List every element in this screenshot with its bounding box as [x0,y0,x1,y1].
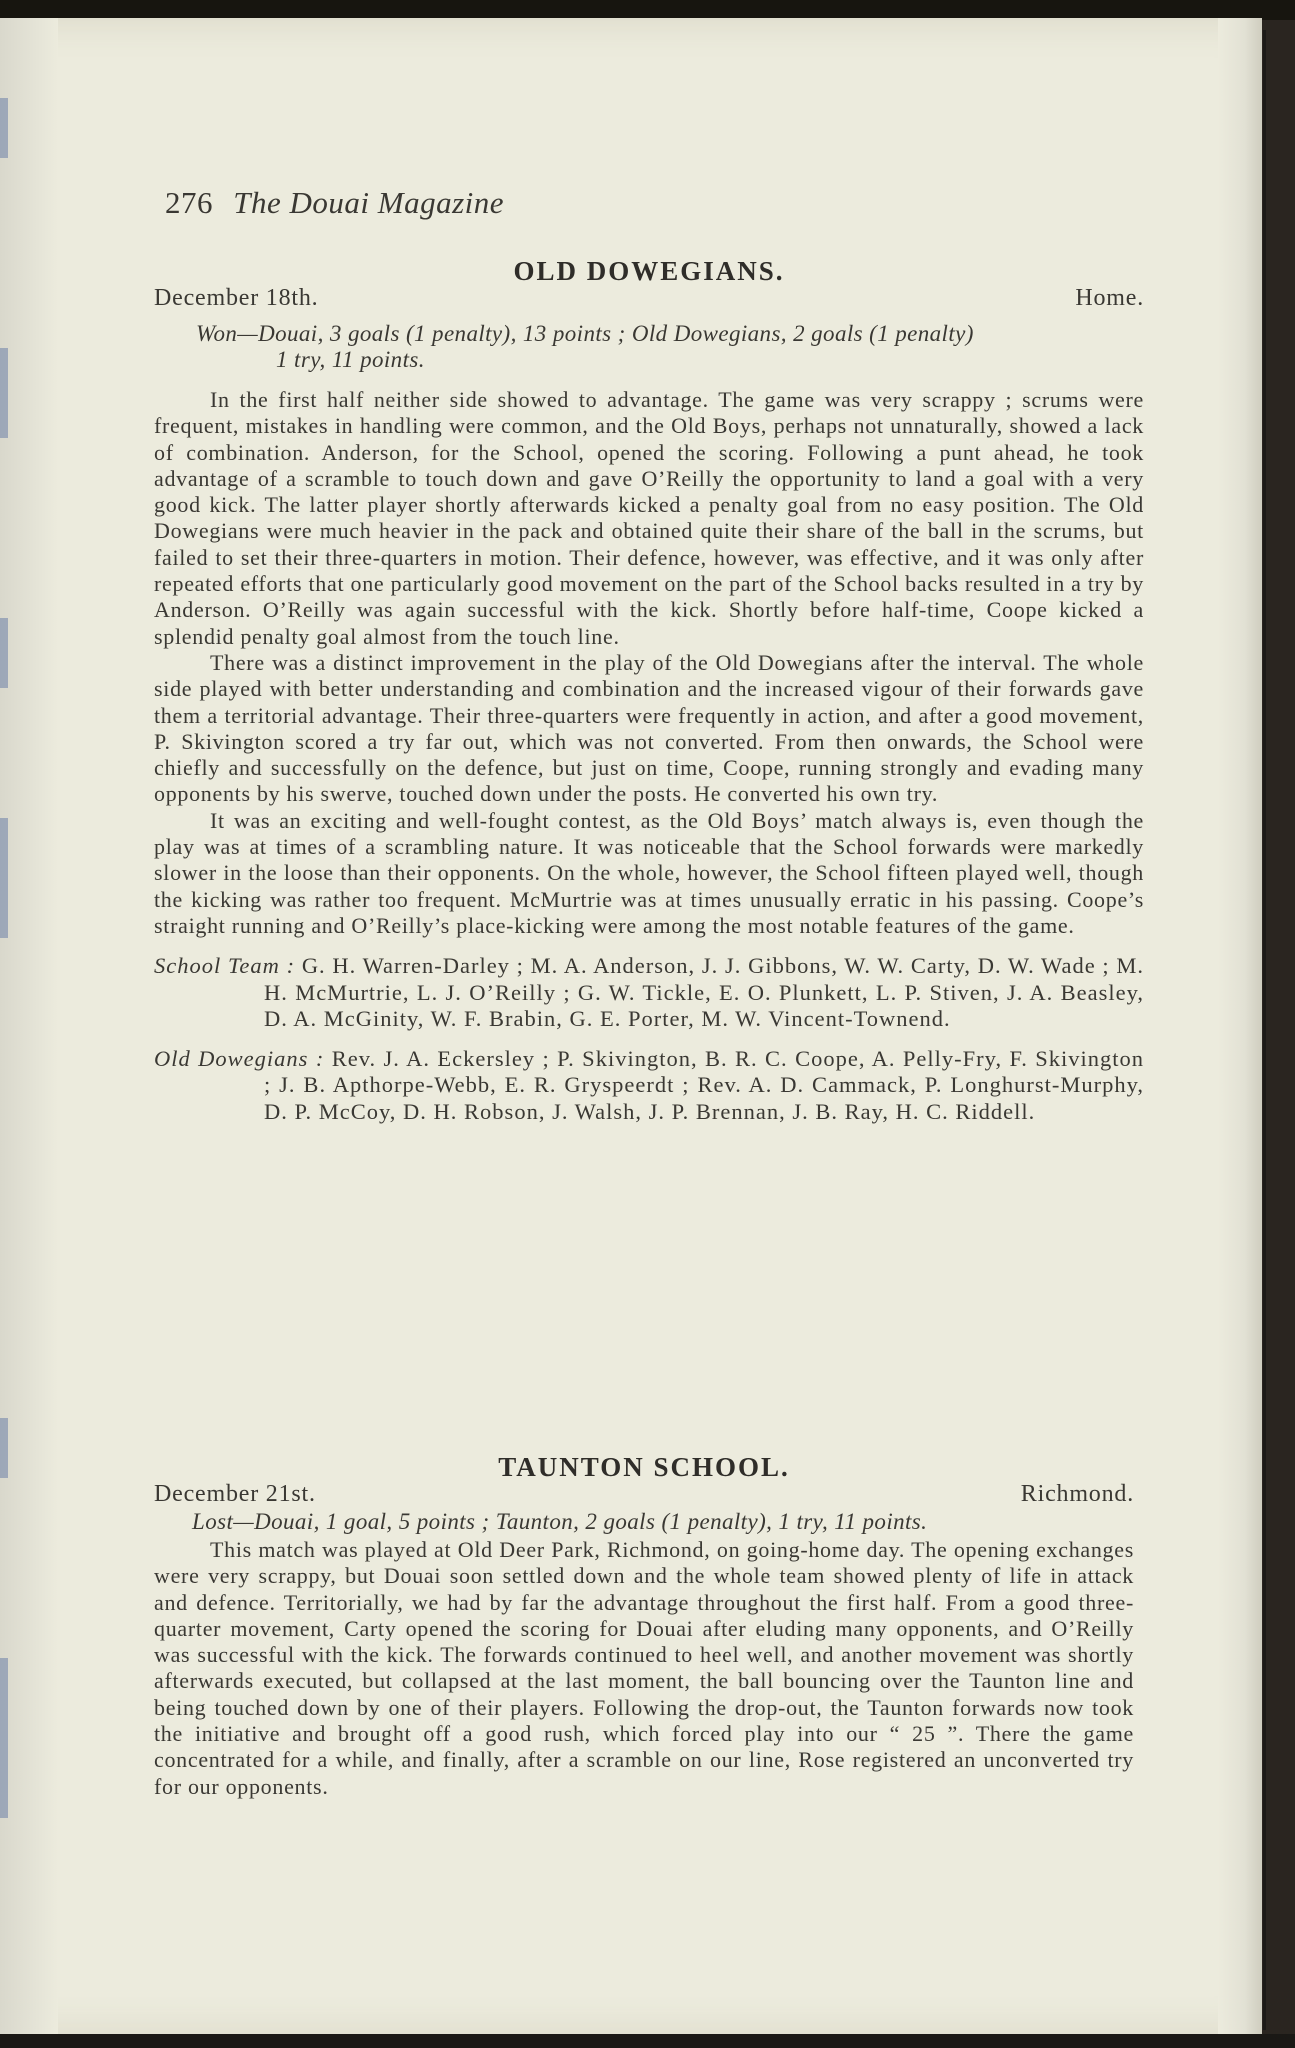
match-venue: Home. [1075,285,1144,311]
page-number: 276 [165,185,213,220]
report-paragraph: In the first half neither side showed to advantage. The game was very scrappy ; scrums were frequent, mistakes in handling were common, and the Old Boys, perhaps not unnaturally, showed a lack of combination. Anderson, for the School, opened the scoring. Following a punt ahead, he took advantage of a scramble to touch down and gave O’Reilly the opportunity to land a goal with a very good kick. The latter player shortly afterwards kicked a penalty goal from no easy position. The Old Dowegians were much heavier in the pack and obtained quite their share of the ball in the scrums, but failed to set their three-quarters in motion. Their defence, however, was effective, and it was only after repeated efforts that one particularly good movement on the part of the School backs resulted in a try by Anderson. O’Reilly was again successful with the kick. Shortly before half-time, Coope kicked a splendid penalty goal almost from the touch line. [154,387,1144,649]
section-old-dowegians [154,256,1144,1125]
match-date-line [154,285,1144,311]
team-players: Rev. J. A. Eckersley ; P. Skivington, B. R. C. Coope, A. Pelly-Fry, F. Skivington ; J. B. Apthorpe-Webb, E. R. Gryspeerdt ; Rev. A. D. Cammack, P. Longhurst-Murphy, D. P. McCoy, D. H. Robson, J. Walsh, J. P. Brennan, J. B. Ray, H. C. Riddell. [264,1046,1144,1124]
gutter-stain [0,818,8,938]
gutter-stain [0,1418,8,1478]
match-result [154,321,1144,373]
match-report [154,387,1144,939]
match-report [154,1537,1134,1800]
section-title: TAUNTON SCHOOL. [498,1452,790,1482]
result-line: Won—Douai, 3 goals (1 penalty), 13 points ; Old Dowegians, 2 goals (1 penalty) [196,321,974,346]
match-result [154,1509,1134,1535]
match-venue: Richmond. [1020,1481,1134,1507]
report-paragraph: This match was played at Old Deer Park, Richmond, on going-home day. The opening exchanges were very scrappy, but Douai soon settled down and the whole team showed plenty of life in attack and defence. Territorially, we had by far the advantage throughout the first half. From a good three-quarter movement, Carty opened the scoring for Douai after eluding many opponents, and O’Reilly was successful with the kick. The forwards continued to heel well, and another movement was shortly afterwards executed, but collapsed at the last moment, the ball bouncing over the Taunton line and being touched down by one of their players. Following the drop-out, the Taunton forwards now took the initiative and brought off a good rush, which forced play into our “ 25 ”. There the game concentrated for a while, and finally, after a scramble on our line, Rose registered an unconverted try for our opponents. [154,1537,1134,1799]
binding-edge-line [1263,30,1266,2030]
section-title: OLD DOWEGIANS. [513,256,785,286]
gutter-stain [0,98,8,158]
top-binding-band [0,0,1295,20]
page-right-edge [1218,18,1262,2036]
gutter-stain [0,348,8,438]
result-line: Lost—Douai, 1 goal, 5 points ; Taunton, 2 goals (1 penalty), 1 try, 11 points. [192,1509,928,1534]
old-dowegians-team-list [154,1046,1144,1125]
bottom-binding-band [0,2034,1295,2048]
team-label: School Team : [154,953,296,979]
magazine-title: The Douai Magazine [233,185,505,220]
team-players: G. H. Warren-Darley ; M. A. Anderson, J. J. Gibbons, W. W. Carty, D. W. Wade ; M. H. McMurtrie, L. J. O’Reilly ; G. W. Tickle, E. O. Plunkett, L. P. Stiven, J. A. Beasley, D. A. McGinity, W. F. Brabin, G. E. Porter, M. W. Vincent-Townend. [264,953,1144,1031]
running-header [165,185,504,221]
page-gutter [0,18,58,2036]
section-taunton-school [154,1452,1134,1800]
match-date: December 21st. [154,1481,316,1507]
match-date-line [154,1481,1134,1507]
report-paragraph: There was a distinct improvement in the play of the Old Dowegians after the interval. The whole side played with better understanding and combination and the increased vigour of their forwards gave them a territorial advantage. Their three-quarters were frequently in action, and after a good movement, P. Skivington scored a try far out, which was not converted. From then onwards, the School were chiefly and successfully on the defence, but just on time, Coope, running strongly and evading many opponents by his swerve, touched down under the posts. He converted his own try. [154,649,1144,807]
result-line: 1 try, 11 points. [276,347,425,372]
match-date: December 18th. [154,285,319,311]
school-team-list [154,953,1144,1032]
gutter-stain [0,618,8,688]
team-label: Old Dowegians : [154,1046,325,1072]
gutter-stain [0,1658,8,1818]
report-paragraph: It was an exciting and well-fought contest, as the Old Boys’ match always is, even though the play was at times of a scrambling nature. It was noticeable that the School forwards were markedly slower in the loose than their opponents. On the whole, however, the School fifteen played well, though the kicking was rather too frequent. McMurtrie was at times unusually erratic in his passing. Coope’s straight running and O’Reilly’s place-kicking were among the most notable features of the game. [154,807,1144,938]
